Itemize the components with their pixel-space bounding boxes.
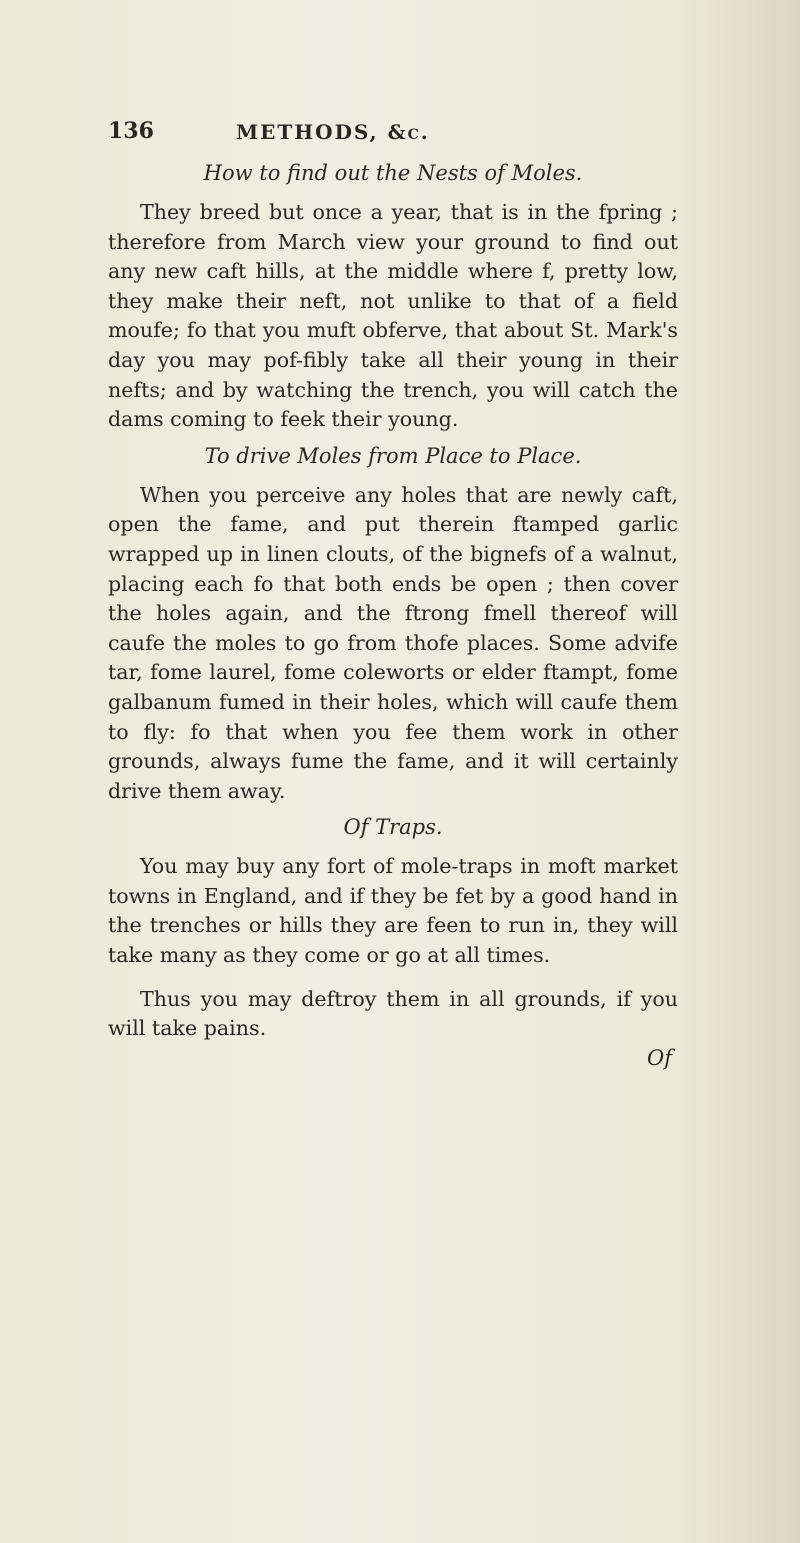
text-block [108, 152, 678, 1070]
paragraph-traps: You may buy any fort of mole-traps in moft market towns in England, and if they be fet by a good hand in the trenches or hills they are feen to run in, they will take many as they come or go at all times. [108, 854, 678, 968]
running-title: METHODS, &c. [236, 120, 430, 144]
paragraph-drive-moles: When you perceive any holes that are newly caft, open the fame, and put therein ftamped garlic wrapped up in linen clouts, of the bignefs of a walnut, placing each fo that both ends be open ; then cover the holes again, and the ftrong fmell thereof will caufe the moles to go from thofe places. Some advife tar, fome laurel, fome coleworts or elder ftampt, fome galbanum fumed in their holes, which will caufe them to fly: fo that when you fee them work in other grounds, always fume the fame, and it will certainly drive them away. [108, 482, 678, 803]
catchword: Of [647, 1045, 672, 1070]
section-heading-nests: How to find out the Nests of Moles. [203, 161, 583, 185]
paragraph-nests: They breed but once a year, that is in the fpring ; therefore from March view your ground to find out any new caft hills, at the middle where f, pretty low, they make their neft, not unlike to that of a field moufe; fo that you muft obferve, that about St. Mark's day you may pof-fibly take all their young in their nefts; and by watching the trench, you will catch the dams coming to feek their young. [108, 200, 678, 432]
section-heading-drive-moles: To drive Moles from Place to Place. [204, 443, 582, 468]
page-number: 136 [108, 118, 154, 144]
running-head [108, 112, 668, 152]
section-heading-traps: Of Traps. [343, 815, 443, 840]
paragraph-destroy: Thus you may deftroy them in all grounds, if you will take pains. [108, 986, 678, 1041]
